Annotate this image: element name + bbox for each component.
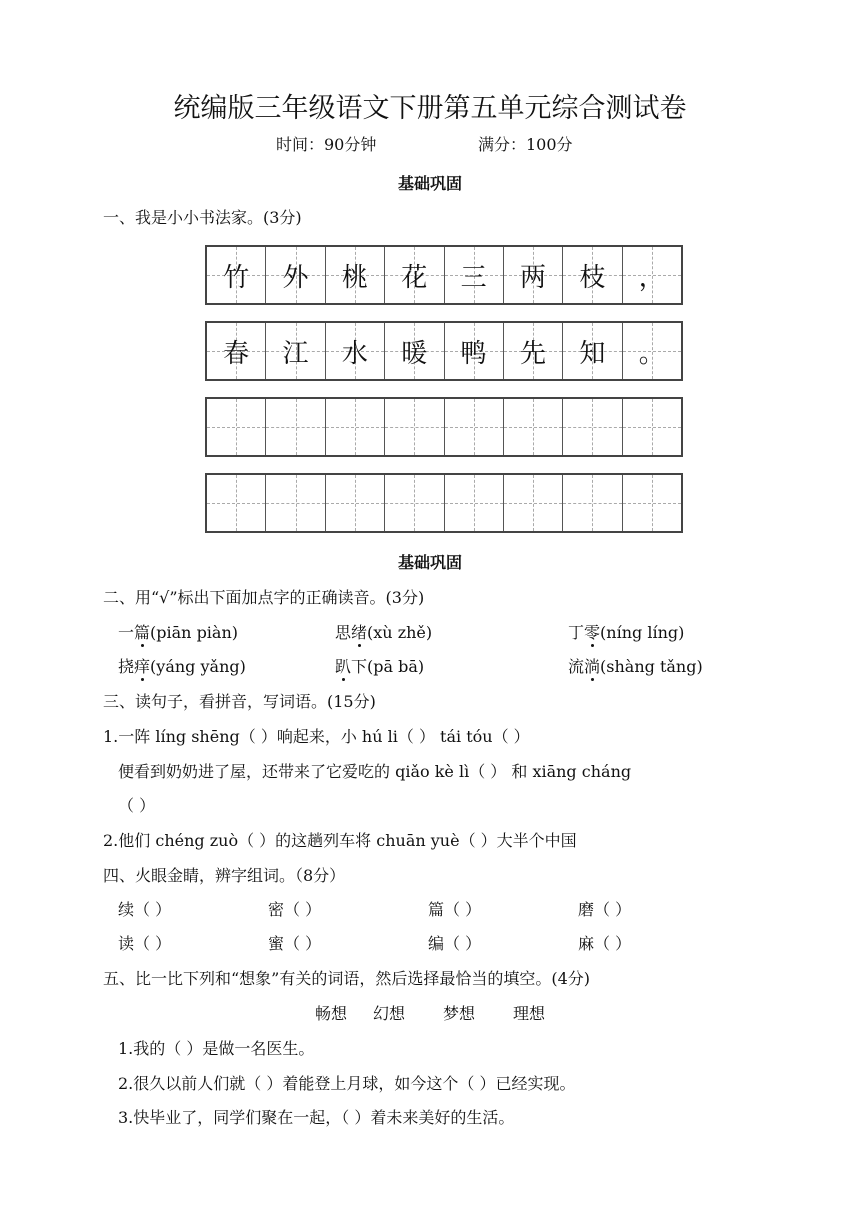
- grid-cell: [207, 323, 266, 379]
- model-character: 鸭: [460, 338, 487, 369]
- section-heading: 基础巩固: [397, 553, 462, 572]
- model-character: 桃: [341, 262, 368, 293]
- blank-grid-cell[interactable]: [266, 399, 325, 455]
- blank-grid-cell[interactable]: [445, 475, 504, 531]
- writing-grid-row-3[interactable]: [205, 397, 683, 457]
- char-compare-item[interactable]: 续（ ）: [118, 900, 172, 919]
- dotted-character: 绪: [351, 623, 368, 642]
- word-part: 丁: [568, 623, 585, 642]
- pinyin-item: [568, 654, 703, 677]
- grid-cell: [326, 247, 385, 303]
- word-part: 思: [335, 623, 352, 642]
- char-compare-item[interactable]: 麻（ ）: [578, 934, 632, 953]
- writing-grid-row-2: [205, 321, 683, 381]
- pinyin-item: [118, 654, 246, 677]
- blank-grid-cell[interactable]: [504, 399, 563, 455]
- blank-grid-cell[interactable]: [563, 475, 622, 531]
- blank-grid-cell[interactable]: [563, 399, 622, 455]
- grid-cell: [385, 247, 444, 303]
- pinyin-item: [335, 620, 432, 643]
- blank-grid-cell[interactable]: [445, 399, 504, 455]
- blank-grid-cell[interactable]: [207, 399, 266, 455]
- question-3-heading: 三、读句子，看拼音，写词语。(15分): [103, 692, 376, 711]
- grid-cell: [563, 323, 622, 379]
- word-part: 流: [568, 657, 585, 676]
- word-part: 下: [351, 657, 368, 676]
- grid-cell: [207, 247, 266, 303]
- grid-cell: [445, 323, 504, 379]
- model-character: 花: [401, 262, 428, 293]
- blank-grid-cell[interactable]: [266, 475, 325, 531]
- pinyin-options[interactable]: (shàng tǎng): [600, 657, 703, 676]
- blank-grid-cell[interactable]: [385, 475, 444, 531]
- sentence-line[interactable]: 便看到奶奶进了屋，还带来了它爱吃的 qiǎo kè lì（ ） 和 xiāng cháng: [118, 762, 632, 781]
- model-character: 江: [282, 338, 309, 369]
- dotted-character: 痒: [134, 657, 151, 676]
- grid-cell: [504, 247, 563, 303]
- model-character: 春: [223, 338, 250, 369]
- question-1-heading: 一、我是小小书法家。(3分): [103, 208, 302, 227]
- question-5-heading: 五、比一比下列和“想象”有关的词语，然后选择最恰当的填空。(4分): [103, 969, 591, 988]
- grid-cell: [623, 323, 681, 379]
- grid-cell: [266, 247, 325, 303]
- model-character: 。: [638, 338, 665, 369]
- question-2-heading: 二、用“√”标出下面加点字的正确读音。(3分): [103, 588, 425, 607]
- model-character: 水: [341, 338, 368, 369]
- blank-grid-cell[interactable]: [623, 399, 681, 455]
- model-character: 外: [282, 262, 309, 293]
- word-bank: [0, 1001, 860, 1024]
- exam-time: 时间：90分钟: [276, 135, 377, 154]
- model-character: 两: [520, 262, 547, 293]
- grid-cell: [385, 323, 444, 379]
- grid-cell: [623, 247, 681, 303]
- word-part: 一: [118, 623, 135, 642]
- char-compare-item[interactable]: 编（ ）: [428, 934, 482, 953]
- writing-grid-row-1: [205, 245, 683, 305]
- exam-score: 满分：100分: [478, 135, 573, 154]
- pinyin-options[interactable]: (xù zhě): [367, 623, 433, 642]
- grid-cell: [563, 247, 622, 303]
- fill-sentence[interactable]: 3.快毕业了，同学们聚在一起，（ ）着未来美好的生活。: [118, 1108, 515, 1127]
- sentence-line[interactable]: 2.他们 chéng zuò（ ）的这趟列车将 chuān yuè（ ）大半个中国: [103, 831, 577, 850]
- section-heading: 基础巩固: [397, 174, 462, 193]
- model-character: 知: [579, 338, 606, 369]
- sentence-line[interactable]: 1.一阵 líng shēng（ ）响起来，小 hú li（ ） tái tóu（ ）: [103, 727, 530, 746]
- model-character: 竹: [223, 262, 250, 293]
- char-compare-item[interactable]: 篇（ ）: [428, 900, 482, 919]
- question-4-heading: 四、火眼金睛，辨字组词。（8分）: [103, 866, 346, 885]
- blank-grid-cell[interactable]: [504, 475, 563, 531]
- dotted-character: 淌: [584, 657, 601, 676]
- model-character: 三: [460, 262, 487, 293]
- dotted-character: 篇: [134, 623, 151, 642]
- model-character: 暖: [401, 338, 428, 369]
- fill-sentence[interactable]: 2.很久以前人们就（ ）着能登上月球，如今这个（ ）已经实现。: [118, 1074, 576, 1093]
- word-option: 幻想: [372, 1004, 405, 1023]
- blank-grid-cell[interactable]: [623, 475, 681, 531]
- pinyin-options[interactable]: (yáng yǎng): [150, 657, 246, 676]
- word-option: 畅想: [314, 1004, 347, 1023]
- char-compare-item[interactable]: 蜜（ ）: [268, 934, 322, 953]
- model-character: ，: [638, 262, 665, 293]
- char-compare-item[interactable]: 密（ ）: [268, 900, 322, 919]
- model-character: 先: [520, 338, 547, 369]
- blank-grid-cell[interactable]: [326, 399, 385, 455]
- pinyin-options[interactable]: (piān piàn): [150, 623, 239, 642]
- page-title: 统编版三年级语文下册第五单元综合测试卷: [173, 93, 687, 124]
- grid-cell: [326, 323, 385, 379]
- dotted-character: 零: [584, 623, 601, 642]
- blank-grid-cell[interactable]: [385, 399, 444, 455]
- sentence-line[interactable]: （ ）: [118, 796, 156, 815]
- grid-cell: [266, 323, 325, 379]
- word-part: 挠: [118, 657, 135, 676]
- char-compare-item[interactable]: 磨（ ）: [578, 900, 632, 919]
- pinyin-options[interactable]: (níng líng): [600, 623, 685, 642]
- pinyin-item: [568, 620, 684, 643]
- blank-grid-cell[interactable]: [326, 475, 385, 531]
- fill-sentence[interactable]: 1.我的（ ）是做一名医生。: [118, 1039, 315, 1058]
- model-character: 枝: [579, 262, 606, 293]
- pinyin-item: [118, 620, 238, 643]
- pinyin-options[interactable]: (pā bā): [367, 657, 425, 676]
- grid-cell: [445, 247, 504, 303]
- word-option: 理想: [513, 1004, 546, 1023]
- pinyin-item: [335, 654, 424, 677]
- grid-cell: [504, 323, 563, 379]
- writing-grid-row-4[interactable]: [205, 473, 683, 533]
- word-option: 梦想: [443, 1004, 476, 1023]
- dotted-character: 趴: [335, 657, 352, 676]
- char-compare-item[interactable]: 读（ ）: [118, 934, 172, 953]
- blank-grid-cell[interactable]: [207, 475, 266, 531]
